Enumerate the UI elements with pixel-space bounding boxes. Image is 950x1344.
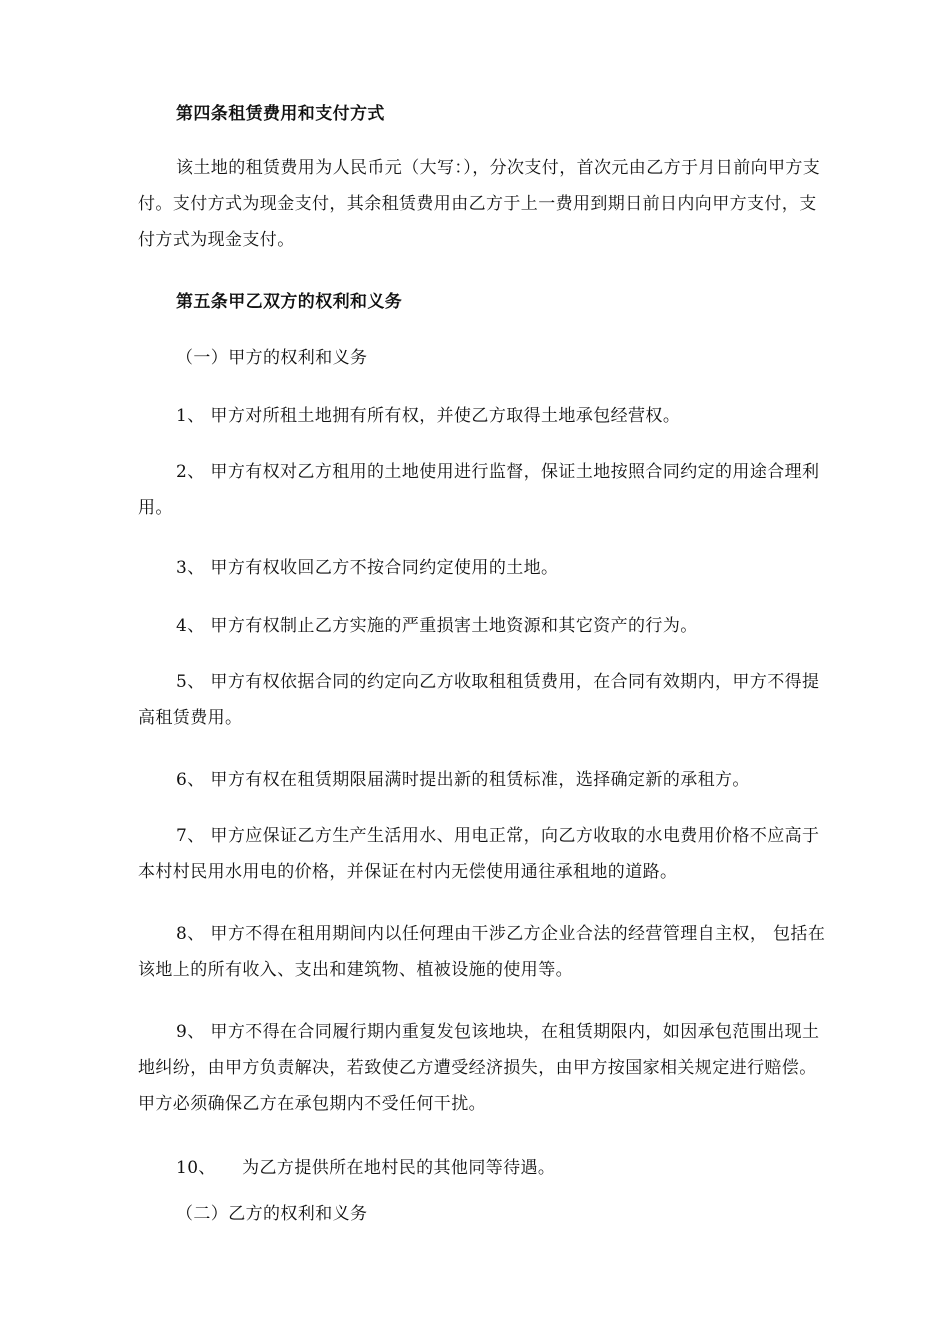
clause-item: 2、 甲方有权对乙方租用的土地使用进行监督，保证土地按照合同约定的用途合理利用。 [138,462,820,518]
clause-item: 4、 甲方有权制止乙方实施的严重损害土地资源和其它资产的行为。 [176,616,698,636]
clause-item: 1、 甲方对所租土地拥有所有权，并使乙方取得土地承包经营权。 [176,406,681,426]
clause-item: 10、 为乙方提供所在地村民的其他同等待遇。 [176,1158,556,1178]
article-4-heading: 第四条租赁费用和支付方式 [176,104,385,124]
section-party-a-heading: （一）甲方的权利和义务 [176,348,368,368]
article-4-paragraph: 该土地的租赁费用为人民币元（大写：），分次支付，首次元由乙方于月日前向甲方支付。支付方式为现金支付，其余租赁费用由乙方于上一费用到期日前日内向甲方支付，支付方式为现金支付。 [138,158,821,250]
clause-item: 5、 甲方有权依据合同的约定向乙方收取租租赁费用，在合同有效期内，甲方不得提高租赁费用。 [138,672,820,728]
clause-item: 3、 甲方有权收回乙方不按合同约定使用的土地。 [176,558,559,578]
article-5-heading: 第五条甲乙双方的权利和义务 [176,292,403,312]
clause-item: 6、 甲方有权在租赁期限届满时提出新的租赁标准，选择确定新的承租方。 [176,770,750,790]
clause-item: 7、 甲方应保证乙方生产生活用水、用电正常，向乙方收取的水电费用价格不应高于本村村民用水用电的价格，并保证在村内无偿使用通往承租地的道路。 [138,826,820,882]
clause-item: 8、 甲方不得在租用期间内以任何理由干涉乙方企业合法的经营管理自主权， 包括在该地上的所有收入、支出和建筑物、植被设施的使用等。 [138,924,826,980]
section-party-b-heading: （二）乙方的权利和义务 [176,1204,368,1224]
clause-item: 9、 甲方不得在合同履行期内重复发包该地块，在租赁期限内，如因承包范围出现土地纠纷，由甲方负责解决，若致使乙方遭受经济损失，由甲方按国家相关规定进行赔偿。甲方必须确保乙方在承包期内不受任何干扰。 [138,1022,820,1114]
